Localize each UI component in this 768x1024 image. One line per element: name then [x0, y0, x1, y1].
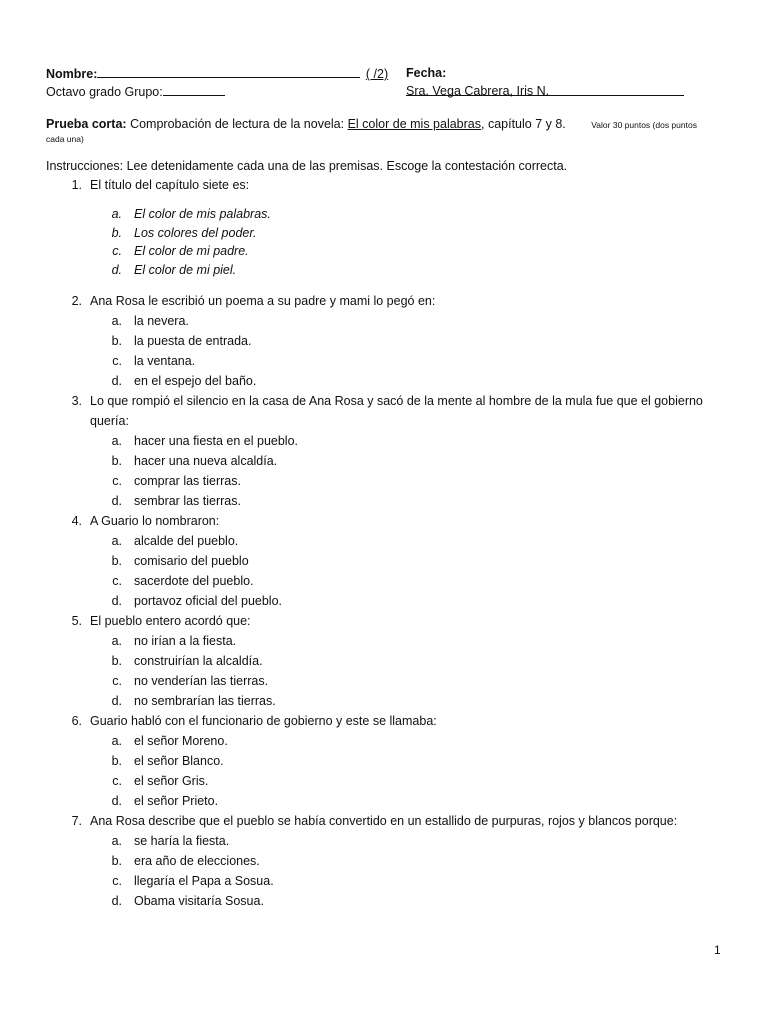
- option-text: la puesta de entrada.: [134, 334, 252, 348]
- answer-option-c[interactable]: [46, 242, 726, 261]
- question-text: Lo que rompió el silencio en la casa de Ana Rosa y sacó de la mente al hombre de la mula fue que el gobierno quería:: [90, 394, 703, 428]
- question-row: [46, 811, 726, 831]
- option-letter: c.: [112, 474, 122, 488]
- question-number: 1.: [71, 178, 82, 192]
- option-text: la ventana.: [134, 354, 196, 368]
- answer-option-a[interactable]: [46, 831, 726, 851]
- option-text: Los colores del poder.: [134, 225, 257, 240]
- answer-option-d[interactable]: [46, 261, 726, 280]
- option-letter: b.: [111, 454, 122, 468]
- answer-option-d[interactable]: [46, 791, 726, 811]
- answer-option-c[interactable]: [46, 351, 726, 371]
- option-letter: b.: [111, 225, 122, 240]
- option-text: el señor Blanco.: [134, 754, 224, 768]
- page-number: 1: [714, 943, 721, 957]
- options-list: [46, 531, 726, 611]
- option-letter: d.: [111, 794, 122, 808]
- answer-option-a[interactable]: [46, 205, 726, 224]
- question-row: [46, 711, 726, 731]
- option-letter: b.: [111, 554, 122, 568]
- answer-option-d[interactable]: [46, 891, 726, 911]
- option-letter: b.: [111, 854, 122, 868]
- option-letter: d.: [111, 894, 122, 908]
- name-blank[interactable]: [97, 64, 360, 78]
- option-letter: d.: [111, 694, 122, 708]
- option-letter: c.: [112, 574, 122, 588]
- option-text: El color de mi padre.: [134, 244, 249, 258]
- option-letter: c.: [112, 674, 122, 688]
- option-text: llegaría el Papa a Sosua.: [134, 874, 274, 888]
- option-letter: b.: [111, 654, 122, 668]
- option-letter: a.: [111, 314, 122, 328]
- option-text: El color de mis palabras.: [134, 207, 271, 221]
- options-list: [46, 731, 726, 811]
- answer-option-c[interactable]: [46, 571, 726, 591]
- option-letter: a.: [111, 434, 122, 448]
- question-2: [46, 291, 726, 391]
- answer-option-b[interactable]: [46, 224, 726, 243]
- answer-option-b[interactable]: [46, 651, 726, 671]
- options-list: [46, 631, 726, 711]
- option-text: no irían a la fiesta.: [134, 634, 237, 648]
- option-text: la nevera.: [134, 314, 189, 328]
- option-text: era año de elecciones.: [134, 854, 260, 868]
- questions-list: [46, 175, 726, 911]
- grade-label: Octavo grado Grupo:: [46, 85, 163, 99]
- question-text: Ana Rosa describe que el pueblo se había convertido en un estallido de purpuras, rojos y blancos porque:: [90, 814, 678, 828]
- answer-option-c[interactable]: [46, 771, 726, 791]
- question-text: El título del capítulo siete es:: [90, 178, 250, 192]
- answer-option-b[interactable]: [46, 551, 726, 571]
- option-text: no venderían las tierras.: [134, 674, 269, 688]
- question-row: [46, 511, 726, 531]
- option-text: construirían la alcaldía.: [134, 654, 263, 668]
- answer-option-a[interactable]: [46, 631, 726, 651]
- answer-option-c[interactable]: [46, 471, 726, 491]
- option-text: no sembrarían las tierras.: [134, 694, 276, 708]
- option-letter: c.: [112, 354, 122, 368]
- question-6: [46, 711, 726, 811]
- option-letter: c.: [112, 244, 122, 258]
- option-letter: b.: [111, 334, 122, 348]
- option-text: comisario del pueblo: [134, 554, 249, 568]
- answer-option-d[interactable]: [46, 691, 726, 711]
- value-note-cont: cada una): [46, 134, 84, 144]
- answer-option-a[interactable]: [46, 731, 726, 751]
- option-text: el señor Gris.: [134, 774, 209, 788]
- novel-title: El color de mis palabras: [347, 117, 481, 131]
- answer-option-a[interactable]: [46, 431, 726, 451]
- option-text: en el espejo del baño.: [134, 374, 257, 388]
- option-letter: d.: [111, 262, 122, 277]
- question-row: [46, 175, 726, 195]
- answer-option-b[interactable]: [46, 751, 726, 771]
- question-text: Ana Rosa le escribió un poema a su padre y mami lo pegó en:: [90, 294, 436, 308]
- option-text: el señor Moreno.: [134, 734, 228, 748]
- question-3: [46, 391, 726, 511]
- option-letter: a.: [111, 834, 122, 848]
- question-row: [46, 611, 726, 631]
- value-note: Valor 30 puntos (dos puntos: [591, 120, 697, 130]
- question-number: 6.: [71, 714, 82, 728]
- question-text: A Guario lo nombraron:: [90, 514, 220, 528]
- question-row: [46, 291, 726, 311]
- option-letter: a.: [111, 634, 122, 648]
- header-row-1: [46, 64, 726, 82]
- quiz-chapters: , capítulo 7 y 8.: [481, 117, 566, 131]
- quiz-page: [46, 64, 726, 911]
- score-label: ( /2): [365, 67, 389, 81]
- quiz-title-text: Comprobación de lectura de la novela:: [130, 117, 345, 131]
- group-blank[interactable]: [163, 82, 225, 96]
- question-text: El pueblo entero acordó que:: [90, 614, 251, 628]
- option-text: portavoz oficial del pueblo.: [134, 594, 283, 608]
- answer-option-b[interactable]: [46, 331, 726, 351]
- instructions: Instrucciones: Lee detenidamente cada una de las premisas. Escoge la contestación correcta.: [46, 159, 568, 173]
- option-letter: a.: [111, 534, 122, 548]
- option-letter: a.: [111, 734, 122, 748]
- date-label: Fecha:: [406, 66, 447, 80]
- option-text: el señor Prieto.: [134, 794, 219, 808]
- option-text: se haría la fiesta.: [134, 834, 230, 848]
- question-number: 3.: [71, 394, 82, 408]
- answer-option-b[interactable]: [46, 851, 726, 871]
- answer-option-b[interactable]: [46, 451, 726, 471]
- option-text: sacerdote del pueblo.: [134, 574, 254, 588]
- answer-option-c[interactable]: [46, 671, 726, 691]
- question-number: 7.: [71, 814, 82, 828]
- option-letter: d.: [111, 594, 122, 608]
- question-5: [46, 611, 726, 711]
- name-label: Nombre:: [46, 67, 98, 81]
- quiz-title-label: Prueba corta:: [46, 117, 127, 131]
- answer-option-a[interactable]: [46, 311, 726, 331]
- question-number: 2.: [71, 294, 82, 308]
- question-4: [46, 511, 726, 611]
- option-text: comprar las tierras.: [134, 474, 241, 488]
- option-letter: c.: [112, 774, 122, 788]
- answer-option-a[interactable]: [46, 531, 726, 551]
- options-list: [46, 205, 726, 279]
- answer-option-d[interactable]: [46, 591, 726, 611]
- question-1: [46, 175, 726, 279]
- options-list: [46, 831, 726, 911]
- question-7: [46, 811, 726, 911]
- option-letter: c.: [112, 874, 122, 888]
- options-list: [46, 431, 726, 511]
- question-number: 5.: [71, 614, 82, 628]
- option-letter: d.: [111, 374, 122, 388]
- option-text: Obama visitaría Sosua.: [134, 894, 264, 908]
- option-text: hacer una fiesta en el pueblo.: [134, 434, 299, 448]
- teacher-name: Sra. Vega Cabrera, Iris N.: [406, 84, 550, 98]
- option-text: El color de mi piel.: [134, 262, 237, 277]
- option-text: sembrar las tierras.: [134, 494, 241, 508]
- answer-option-d[interactable]: [46, 491, 726, 511]
- option-text: hacer una nueva alcaldía.: [134, 454, 278, 468]
- option-text: alcalde del pueblo.: [134, 534, 239, 548]
- question-text: Guario habló con el funcionario de gobierno y este se llamaba:: [90, 714, 437, 728]
- quiz-title: [46, 116, 726, 133]
- header-row-2: [46, 82, 726, 100]
- question-row: [46, 391, 726, 431]
- question-number: 4.: [71, 514, 82, 528]
- option-letter: d.: [111, 494, 122, 508]
- options-list: [46, 311, 726, 391]
- answer-option-c[interactable]: [46, 871, 726, 891]
- option-letter: a.: [111, 207, 122, 221]
- option-letter: b.: [111, 754, 122, 768]
- answer-option-d[interactable]: [46, 371, 726, 391]
